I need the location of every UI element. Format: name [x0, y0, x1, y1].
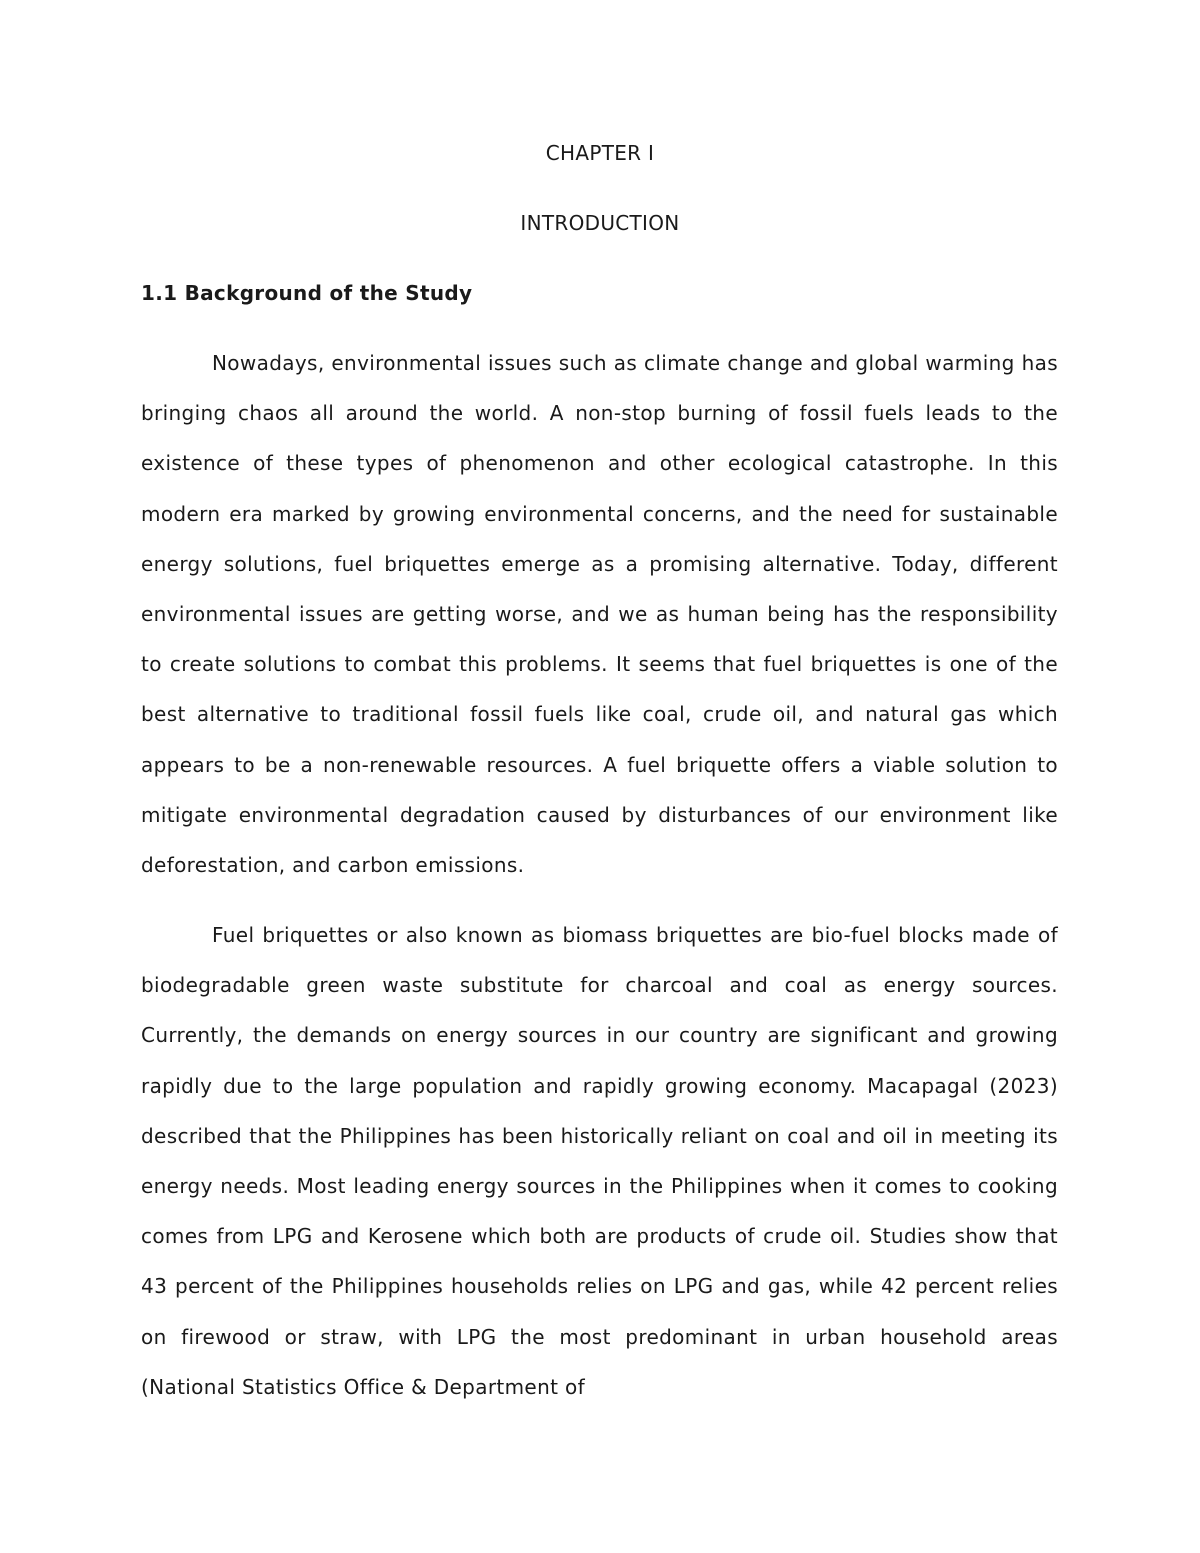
chapter-title: INTRODUCTION — [520, 211, 680, 235]
body-paragraph-1: Nowadays, environmental issues such as climate change and global warming has bringing chaos all around the world. A non-stop burning of fossil fuels leads to the existence of these types of phenomenon and other ecological catastrophe. In this modern era marked by growing environmental concerns, and the need for sustainable energy solutions, fuel briquettes emerge as a promising alternative. Today, different environmental issues are getting worse, and we as human being has the responsibility to create solutions to combat this problems. It seems that fuel briquettes is one of the best alternative to traditional fossil fuels like coal, crude oil, and natural gas which appears to be a non-renewable resources. A fuel briquette offers a viable solution to mitigate environmental degradation caused by disturbances of our environment like deforestation, and carbon emissions. — [141, 351, 1058, 878]
body-paragraph-2: Fuel briquettes or also known as biomass briquettes are bio-fuel blocks made of biodegradable green waste substitute for charcoal and coal as energy sources. Currently, the demands on energy sources in our country are significant and growing rapidly due to the large population and rapidly growing economy. Macapagal (2023) described that the Philippines has been historically reliant on coal and oil in meeting its energy needs. Most leading energy sources in the Philippines when it comes to cooking comes from LPG and Kerosene which both are products of crude oil. Studies show that 43 percent of the Philippines households relies on LPG and gas, while 42 percent relies on firewood or straw, with LPG the most predominant in urban household areas (National Statistics Office & Department of — [141, 923, 1058, 1399]
chapter-label: CHAPTER I — [545, 141, 655, 165]
section-heading: 1.1 Background of the Study — [141, 281, 473, 305]
